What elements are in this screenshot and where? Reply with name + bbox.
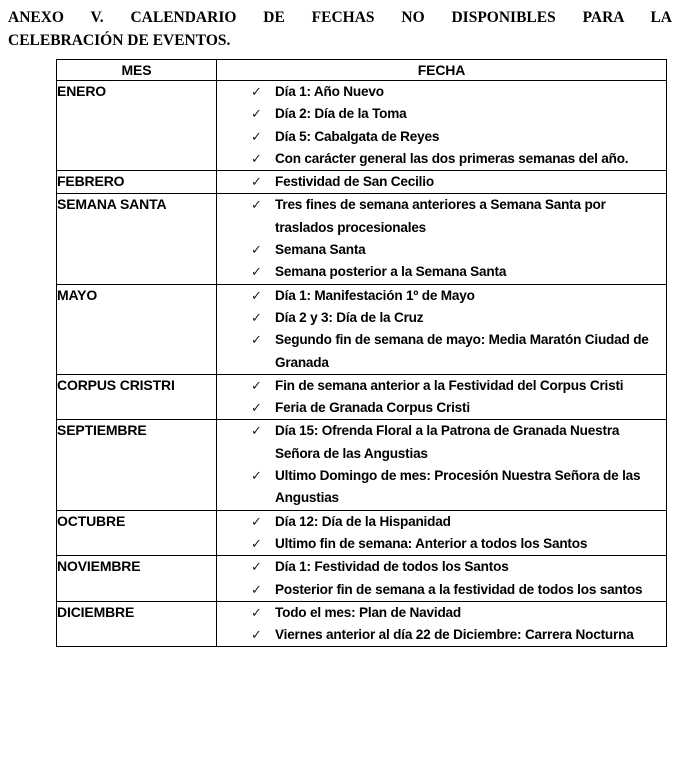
list-item-label: Ultimo fin de semana: Anterior a todos los Santos bbox=[275, 535, 588, 551]
table-row bbox=[57, 171, 667, 194]
list-item bbox=[217, 261, 666, 283]
table-row bbox=[57, 510, 667, 556]
list-item bbox=[217, 171, 666, 193]
table-row bbox=[57, 374, 667, 420]
month-cell: CORPUS CRISTRI bbox=[57, 374, 217, 420]
check-icon: ✓ bbox=[251, 423, 262, 439]
check-icon: ✓ bbox=[251, 400, 262, 416]
check-icon: ✓ bbox=[251, 106, 262, 122]
list-item-label: Día 15: Ofrenda Floral a la Patrona de Granada Nuestra Señora de las Angustias bbox=[275, 423, 620, 461]
date-list bbox=[217, 194, 666, 283]
list-item-label: Con carácter general las dos primeras semanas del año. bbox=[275, 150, 629, 166]
check-icon: ✓ bbox=[251, 309, 262, 325]
column-header-month: MES bbox=[57, 60, 217, 81]
list-item bbox=[217, 624, 666, 646]
list-item bbox=[217, 533, 666, 555]
date-list bbox=[217, 556, 666, 601]
list-item bbox=[217, 307, 666, 329]
date-cell bbox=[217, 171, 667, 194]
check-icon: ✓ bbox=[251, 581, 262, 597]
date-cell bbox=[217, 510, 667, 556]
check-icon: ✓ bbox=[251, 627, 262, 643]
list-item-label: Segundo fin de semana de mayo: Media Maratón Ciudad de Granada bbox=[275, 332, 649, 370]
list-item bbox=[217, 397, 666, 419]
date-cell bbox=[217, 601, 667, 647]
list-item bbox=[217, 103, 666, 125]
list-item-label: Día 12: Día de la Hispanidad bbox=[275, 513, 451, 529]
unavailable-dates-table bbox=[56, 59, 667, 647]
list-item-label: Posterior fin de semana a la festividad de todos los santos bbox=[275, 581, 643, 597]
check-icon: ✓ bbox=[251, 264, 262, 280]
list-item bbox=[217, 285, 666, 307]
list-item bbox=[217, 465, 666, 510]
list-item bbox=[217, 194, 666, 239]
table-row bbox=[57, 420, 667, 510]
table-header-row bbox=[57, 60, 667, 81]
list-item bbox=[217, 126, 666, 148]
page-title-line-1: ANEXO V. CALENDARIO DE FECHAS NO DISPONIBLES PARA LA bbox=[8, 9, 672, 26]
month-cell: MAYO bbox=[57, 284, 217, 374]
check-icon: ✓ bbox=[251, 84, 262, 99]
check-icon: ✓ bbox=[251, 242, 262, 258]
check-icon: ✓ bbox=[251, 128, 262, 144]
check-icon: ✓ bbox=[251, 332, 262, 348]
date-list bbox=[217, 81, 666, 170]
date-list bbox=[217, 285, 666, 374]
table-row bbox=[57, 81, 667, 171]
list-item-label: Día 2: Día de la Toma bbox=[275, 106, 407, 122]
date-list bbox=[217, 602, 666, 647]
list-item-label: Día 1: Año Nuevo bbox=[275, 84, 384, 99]
table-row bbox=[57, 601, 667, 647]
list-item bbox=[217, 239, 666, 261]
check-icon: ✓ bbox=[251, 377, 262, 393]
month-cell: ENERO bbox=[57, 81, 217, 171]
check-icon: ✓ bbox=[251, 559, 262, 575]
table-row bbox=[57, 556, 667, 602]
date-list bbox=[217, 511, 666, 556]
list-item bbox=[217, 81, 666, 103]
list-item bbox=[217, 420, 666, 465]
check-icon: ✓ bbox=[251, 604, 262, 620]
list-item-label: Día 1: Manifestación 1º de Mayo bbox=[275, 287, 475, 303]
date-cell bbox=[217, 284, 667, 374]
check-icon: ✓ bbox=[251, 513, 262, 529]
list-item-label: Semana posterior a la Semana Santa bbox=[275, 264, 507, 280]
list-item bbox=[217, 579, 666, 601]
month-cell: DICIEMBRE bbox=[57, 601, 217, 647]
list-item bbox=[217, 329, 666, 374]
list-item-label: Tres fines de semana anteriores a Semana Santa por traslados procesionales bbox=[275, 197, 606, 235]
date-list bbox=[217, 420, 666, 509]
list-item bbox=[217, 148, 666, 170]
date-cell bbox=[217, 194, 667, 284]
table-body bbox=[57, 81, 667, 647]
list-item bbox=[217, 556, 666, 578]
list-item-label: Festividad de San Cecilio bbox=[275, 174, 434, 190]
list-item bbox=[217, 602, 666, 624]
table-row bbox=[57, 194, 667, 284]
month-cell: FEBRERO bbox=[57, 171, 217, 194]
check-icon: ✓ bbox=[251, 197, 262, 213]
list-item-label: Viernes anterior al día 22 de Diciembre: Carrera Nocturna bbox=[275, 627, 634, 643]
list-item bbox=[217, 375, 666, 397]
list-item-label: Ultimo Domingo de mes: Procesión Nuestra Señora de las Angustias bbox=[275, 468, 641, 506]
date-cell bbox=[217, 420, 667, 510]
list-item-label: Fin de semana anterior a la Festividad del Corpus Cristi bbox=[275, 377, 624, 393]
month-cell: NOVIEMBRE bbox=[57, 556, 217, 602]
column-header-date: FECHA bbox=[217, 60, 667, 81]
list-item-label: Semana Santa bbox=[275, 242, 366, 258]
date-cell bbox=[217, 556, 667, 602]
date-list bbox=[217, 375, 666, 420]
check-icon: ✓ bbox=[251, 287, 262, 303]
check-icon: ✓ bbox=[251, 150, 262, 166]
list-item-label: Día 2 y 3: Día de la Cruz bbox=[275, 309, 424, 325]
date-list bbox=[217, 171, 666, 193]
list-item-label: Día 5: Cabalgata de Reyes bbox=[275, 128, 440, 144]
list-item-label: Feria de Granada Corpus Cristi bbox=[275, 400, 470, 416]
list-item-label: Todo el mes: Plan de Navidad bbox=[275, 604, 462, 620]
page-title bbox=[8, 6, 672, 52]
month-cell: SEPTIEMBRE bbox=[57, 420, 217, 510]
table-row bbox=[57, 284, 667, 374]
list-item-label: Día 1: Festividad de todos los Santos bbox=[275, 559, 509, 575]
check-icon: ✓ bbox=[251, 174, 262, 190]
date-cell bbox=[217, 81, 667, 171]
page-title-line-2: CELEBRACIÓN DE EVENTOS. bbox=[8, 32, 231, 49]
month-cell: OCTUBRE bbox=[57, 510, 217, 556]
check-icon: ✓ bbox=[251, 535, 262, 551]
list-item bbox=[217, 511, 666, 533]
month-cell: SEMANA SANTA bbox=[57, 194, 217, 284]
date-cell bbox=[217, 374, 667, 420]
check-icon: ✓ bbox=[251, 468, 262, 484]
